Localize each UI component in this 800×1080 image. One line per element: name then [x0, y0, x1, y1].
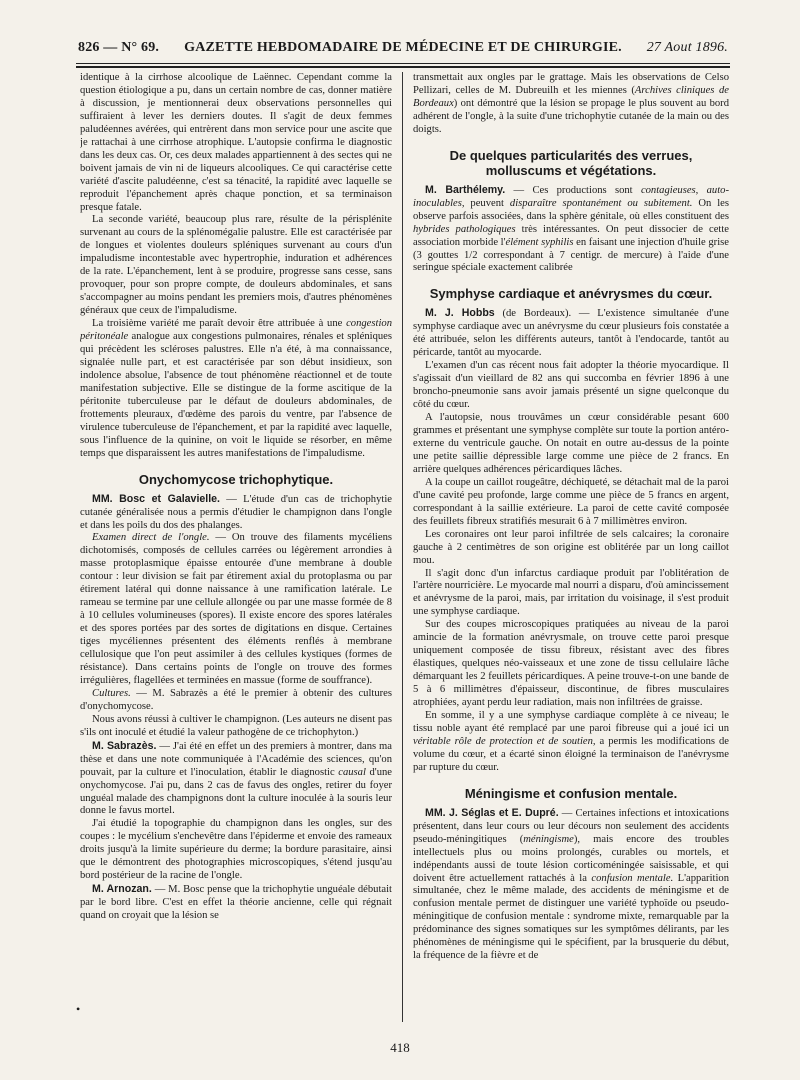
text-run: très intéressantes. On peut dissocier de cette association morbide l': [413, 223, 729, 248]
speaker-name: M. Arnozan.: [92, 883, 152, 896]
paragraph: identique à la cirrhose alcoolique de Laënnec. Cependant comme la question étiologique a pu, dans un certain nombre de cas, donner matière à discussion, je mentionnerai deux observations personnelles qui suffiraient à lever les derniers doutes. Il s'agit de deux femmes paludéennes avérées, qui entrèrent dans mon service pour une ascite que je rattachai à une cirrhose atrophique. L'autopsie confirma le diagnostic dans les deux cas. Or, ces deux malades appartiennent à des sectes qui ne boivent jamais de vin ni de liqueurs alcooliques. Ce qui caractérise cette variété d'ascite paludéenne, c'est sa ténacité, la rapidité avec laquelle se reproduit l'épanchement après chaque ponction, et sa terminaison presque fatale.: [80, 72, 392, 213]
page-number: 418: [390, 1040, 410, 1055]
left-column: [80, 72, 392, 1022]
paragraph: J'ai étudié la topographie du champignon dans les ongles, sur des coupes : le mycélium s'enchevêtre dans l'épiderme et envoie des rameaux droits jusqu'à la limite supérieure du derme; la bordure parasitaire, ainsi que le démontrent des photographies microscopiques, s'étend jusqu'au bord postérieur de la racine de l'ongle.: [80, 818, 392, 882]
text-run: L'apparition simultanée, chez le même malade, des accidents de méningisme et de confusion mentale permet de distinguer une variété typhoïde ou pseudo-méningitique de confusion mentale : syndrome mixte, remarquable par la prédominance des signes somatiques sur les symptômes délirants, par les phénomènes de méningisme qui le spécifient, par la brusquerie du début, la fréquence de la fièvre et de: [413, 872, 729, 962]
text-run: — On trouve des filaments mycéliens dichotomisés, composés de cellules carrées ou légèrement arrondies à masse protoplasmique épaisse entourée d'une membrane à double contour : leur division se fait par étirement axial du protoplasma ou par étirement latéral qui donne naissance à une ramification latérale. Le rameau se termine par une cellule allongée ou par une masse formée de 8 à 10 cellules volumineuses (spores). Il existe encore des spores latérales et des spores portées par des sortes de digitations en disque. Certaines tiges mycéliennes présentent des éléments renflés à membrane cellulosique que l'on peut assimiler à des cellules kystiques (formes de résistance). Dans certains points de l'ongle on trouve des formes irrégulières, flagellées et terminées en massue (forme de souffrance).: [80, 532, 392, 686]
text-run: transmettait aux ongles par le grattage. Mais les observations de Celso Pellizari, celles de M. Dubreuilh et les miennes (: [413, 72, 729, 96]
text-run: ) ont démontré que la lésion se propage le plus souvent au bord adhérent de l'ongle, à la suite d'une trichophytie cutanée de la main ou des doigts.: [413, 97, 729, 135]
section-heading-meningisme: Méningisme et confusion mentale.: [464, 785, 678, 801]
paragraph: [413, 307, 729, 360]
paragraph: [80, 493, 392, 533]
page-reference: 826 — N° 69.: [78, 40, 160, 55]
text-run: — L'étude d'un cas de trichophytie cutanée généralisée nous a permis d'étudier le champignon dans l'ongle et dans les poils du dos des phalanges.: [80, 493, 392, 531]
text-run: (de Bordeaux). — L'existence simultanée d'une symphyse cardiaque avec un anévrysme du cœur plusieurs fois constatée a été attribuée, selon les différents auteurs, tantôt à l'endocarde, tantôt au péricarde, tantôt au myocarde.: [413, 308, 729, 359]
italic-term: méningisme: [523, 833, 574, 845]
speaker-name: M. Barthélemy.: [425, 183, 506, 196]
journal-title: GAZETTE HEBDOMADAIRE DE MÉDECINE ET DE CHIRURGIE.: [184, 40, 622, 55]
text-run: en faisant une injection d'huile grise (3 gouttes 1/2 correspondant à 7 centigr. de mercure) à l'aide d'une seringue spéciale exactement calibrée: [413, 236, 729, 274]
paragraph: [80, 688, 392, 714]
running-head: [78, 40, 728, 62]
paragraph: A la coupe un caillot rougeâtre, déchiqueté, se détachait mal de la paroi d'une cavité peu profonde, large comme une pièce de 5 francs en argent, correspondant à la saillie extérieure. La paroi de cette cavité composée des feuillets fibreux stratifiés mesurait 6 à 7 millimètres environ.: [413, 476, 729, 527]
italic-term: Cultures.: [92, 687, 131, 699]
italic-term: véritable rôle de protection et de soutien,: [413, 735, 596, 747]
text-run: ), mais encore des troubles intellectuels plus ou moins prolongés, curables ou mortels, et indépendants aussi de toute lésion corticoméningée saisissable, et qui doivent être actuellement rattachés à la: [413, 833, 729, 884]
paragraph: [80, 532, 392, 687]
paragraph: [413, 710, 729, 775]
paragraph: [80, 883, 392, 923]
text-run: — M. Sabrazès a été le premier à obtenir des cultures d'onychomycose.: [80, 687, 392, 712]
italic-term: causal: [338, 766, 366, 778]
right-column: [413, 72, 729, 1022]
text-run: En somme, il y a une symphyse cardiaque complète à ce niveau; le tissu noble ayant été remplacé par une paroi fibreuse qui a joué ici un: [413, 709, 729, 734]
issue-date: 27 Aout 1896.: [646, 40, 728, 55]
text-run: — Ces productions sont: [505, 184, 641, 196]
paragraph: [80, 318, 392, 460]
italic-term: Archives cliniques de Bordeaux: [413, 84, 729, 109]
paragraph: L'examen d'un cas récent nous fait adopter la théorie myocardique. Il s'agissait d'un vieillard de 82 ans qui succomba en février 1896 à une broncho-pneumonie sans avoir jamais présenté un signe quelconque du côté du cœur.: [413, 360, 729, 411]
header-rule-thick: [76, 66, 730, 68]
paragraph: A l'autopsie, nous trouvâmes un cœur considérable pesant 600 grammes et présentant une symphyse complète sur toute la portion antéro-externe du ventricule gauche. On notait en outre au-dessus de la pointe une petite saillie dépressible large comme une pièce de 2 francs. En arrière quelques adhérences péricardiques lâches.: [413, 412, 729, 475]
text-run: — M. Bosc pense que la trichophytie unguéale débutait par le bord libre. C'est en effet la théorie ancienne, celle qui régnait quand on croyait que la lésion se: [80, 884, 392, 922]
paragraph: [413, 184, 729, 276]
italic-term: hybrides pathologiques: [413, 223, 516, 235]
text-run: peuvent: [464, 197, 510, 209]
text-run: — J'ai été en effet un des premiers à montrer, dans ma thèse et dans une note communiquée à l'Académie des sciences, qu'on pouvait, par la culture et l'inoculation, établir le diagnostic: [80, 740, 392, 778]
paragraph: La seconde variété, beaucoup plus rare, résulte de la périsplénite survenant au cours de la splénomégalie palustre. Elle est caractérisée par de longues et violentes douleurs spléniques survenant au cours d'un impaludisme incontestable avec hypertrophie, induration et adhérences de la rate. L'épanchement, lent à se produire, progresse sans cesse, sans provoquer, pour son propre compte, de douleurs abdominales, et sans s'accompagner au moins pendant les premiers mois, d'autres phénomènes généraux que ceux de l'impaludisme.: [80, 214, 392, 317]
text-run: La troisième variété me paraît devoir être attribuée à une: [92, 318, 347, 330]
paragraph: [80, 740, 392, 819]
paragraph: Les coronaires ont leur paroi infiltrée de sels calcaires; la coronaire gauche à 2 centimètres de son origine est oblitérée par un long caillot mou.: [413, 528, 729, 566]
italic-term: confusion mentale.: [591, 872, 674, 884]
text-run: analogue aux congestions pulmonaires, rénales et spléniques qui précèdent les scléroses palustres. Elle n'a été, à ma connaissance, signalée nulle part, et est caractérisée par son début insidieux, son indolence absolue, l'absence de tout phénomène réactionnel et de toute manifestation subjective. Elle se distingue de la forme ascitique de la péritonite tuberculeuse par le défaut de douleurs abdominales, de frottements pleuraux, d'œdème des parois du ventre, par l'absence de virulence tuberculeuse de l'épanchement, et par la rapidité avec laquelle, sous l'influence de la quinine, on voit le liquide se résorber, en même temps que disparaissent les autres manifestations de l'impaludisme.: [80, 331, 392, 459]
speaker-name: MM. J. Séglas et E. Dupré.: [425, 806, 559, 819]
column-divider: [402, 72, 403, 1022]
italic-term: congestion péritonéale: [80, 318, 392, 343]
section-heading-symphyse: Symphyse cardiaque et anévrysmes du cœur.: [429, 286, 713, 302]
text-run: On les observe parfois associées, dans la sphère génitale, où elles constituent des: [413, 197, 729, 222]
paragraph: [413, 72, 729, 137]
paragraph: Sur des coupes microscopiques pratiquées au niveau de la paroi amincie de la formation anévrysmale, on trouve cette paroi presque uniquement composée de tissu fibreux, résistant avec des fibres élastiques, quelques néo-vaisseaux et une zone de tissu cellulaire lâche démarquant les 2 feuillets péricardiques. A peine trouve-t-on une bande de 5 à 6 millimètres d'épaisseur, discontinue, de fibres musculaires atrophiées, ayant perdu leur radiation, mais non infiltrées de graisse.: [413, 619, 729, 709]
section-heading-onychomycose: Onychomycose trichophytique.: [138, 471, 334, 487]
section-heading-verrues: De quelques particularités des verrues, molluscums et végétations.: [449, 147, 693, 178]
text-run: a permis les modifications de volume du cœur, et a écarté sinon éloigné la terminaison de l'anévrysme par rupture du cœur.: [413, 735, 729, 773]
italic-term: contagieuses, auto-inoculables,: [413, 184, 729, 209]
text-run: — Certaines infections et intoxications présentent, dans leur cours ou leur décours non seulement des accidents pseudo-méningitiques (: [413, 807, 729, 845]
paragraph: Il s'agit donc d'un infarctus cardiaque produit par l'oblitération de l'artère nourricière. Le myocarde mal nourri a disparu, d'où amincissement et anévrysme de la paroi, mais, par irritation du voisinage, il s'est produit une symphyse cardiaque.: [413, 567, 729, 618]
italic-term: élément syphilis: [505, 236, 574, 248]
paragraph: Nous avons réussi à cultiver le champignon. (Les auteurs ne disent pas s'ils ont inoculé et étudié la valeur pathogène de ce trichophyton.): [80, 713, 392, 738]
margin-mark: •: [76, 1002, 81, 1016]
speaker-name: M. J. Hobbs: [425, 307, 495, 320]
speaker-name: MM. Bosc et Galavielle.: [92, 492, 220, 505]
speaker-name: M. Sabrazès.: [92, 739, 157, 752]
italic-term: Examen direct de l'ongle.: [92, 532, 210, 544]
text-run: d'une onychomycose. J'ai pu, dans 2 cas de favus des ongles, retirer du foyer unguéal malade des champignons dont la culture inoculée à la souris leur donne le favus mortel.: [80, 766, 392, 817]
header-rule: [76, 63, 730, 64]
paragraph: [413, 807, 729, 963]
italic-term: disparaître spontanément ou subitement.: [509, 197, 693, 209]
